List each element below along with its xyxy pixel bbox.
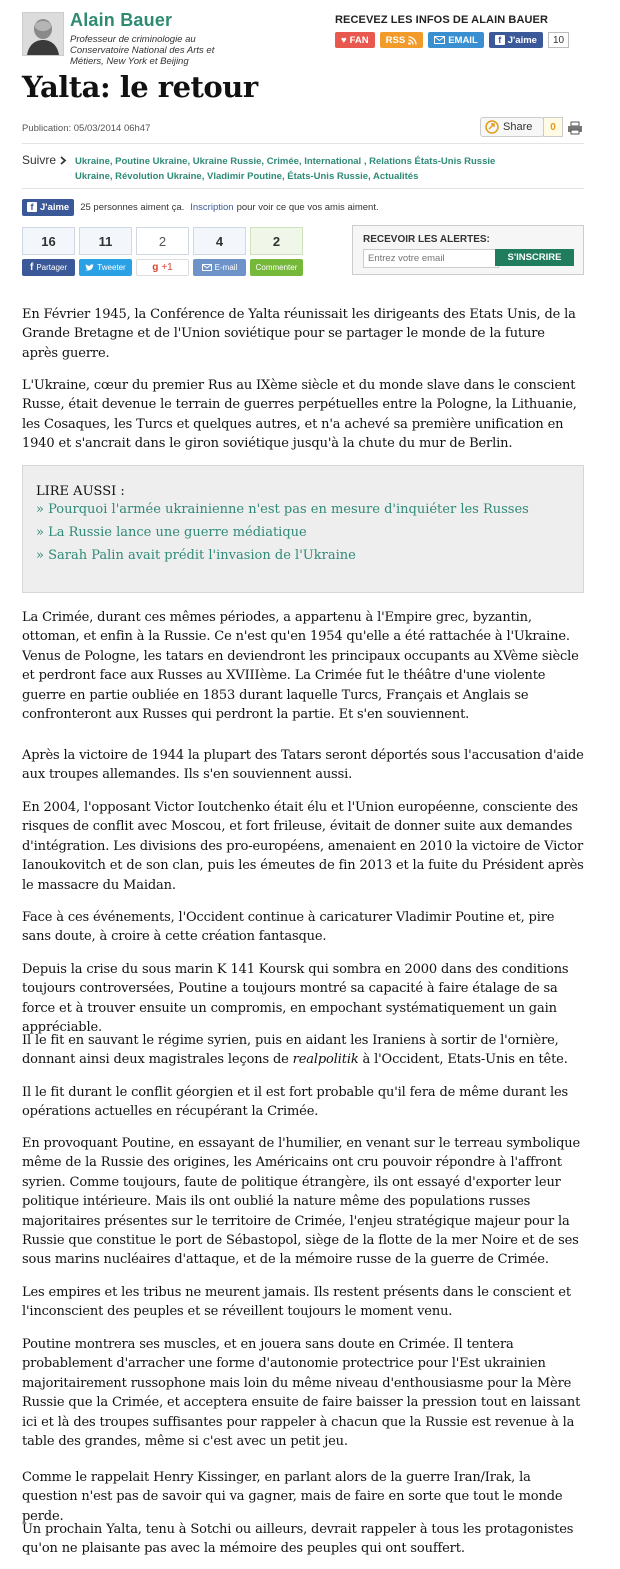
google-plus-button[interactable] <box>136 259 189 276</box>
article-paragraph: Il le fit durant le conflit géorgien et il est fort probable qu'il fera de même durant les opérations actuelles en récupérant la Crimée. <box>22 1085 569 1120</box>
tweet-label: Tweeter <box>97 263 126 272</box>
related-article-link[interactable]: » Pourquoi l'armée ukrainienne n'est pas en mesure d'inquiéter les Russes <box>36 502 529 517</box>
social-facebook <box>22 227 75 276</box>
tag-link[interactable]: Relations États-Unis Russie <box>369 156 496 167</box>
facebook-share-label: Partager <box>36 263 68 272</box>
author-portrait-icon <box>23 13 63 55</box>
fan-label: FAN <box>349 34 369 46</box>
tag-link[interactable]: International <box>304 156 362 167</box>
facebook-like-widget-label: J'aime <box>40 201 70 213</box>
tag-link[interactable]: Actualités <box>372 171 419 182</box>
share-count-email: 4 <box>193 227 246 255</box>
email-button[interactable] <box>428 32 484 48</box>
emphasis-realpolitik: realpolitik <box>292 1052 359 1068</box>
suivre-label: Suivre <box>22 153 57 167</box>
tag-link[interactable]: Ukraine <box>75 156 110 167</box>
share-count-google-plus: 2 <box>136 227 189 255</box>
envelope-icon <box>434 36 445 44</box>
lire-aussi-title: LIRE AUSSI : <box>36 484 125 499</box>
tag-link[interactable]: Crimée <box>266 156 299 167</box>
facebook-icon: f <box>495 35 505 45</box>
publication-date: Publication: 05/03/2014 06h47 <box>22 123 151 134</box>
article-paragraph: Face à ces événements, l'Occident continue à caricaturer Vladimir Poutine et, pire sans doute, à croire à cette création fantasque. <box>22 910 555 945</box>
text-segment: à l'Occident, Etats-Unis en tête. <box>358 1052 568 1068</box>
article-paragraph: En provoquant Poutine, en essayant de l'humilier, en venant sur le terreau symbolique même de la Russie des origines, les Américains ont cru pouvoir répondre à l'affront syrien. Comme toujours, faute de politique étrangère, ils ont essayé d'exporter leur politique intérieure. Mais ils ont oublié la nature même des populations russes majoritaires présentes sur le territoire de Crimée, l'enjeu stratégique majeur pour la Russie que constitue le port de Sébastopol, siège de la flotte de la mer Noire et de ses sous marins nucléaires d'attaque, et de la mémoire russe de la guerre de Crimée. <box>22 1136 581 1268</box>
chevron-right-icon <box>60 156 67 165</box>
share-count-facebook: 16 <box>22 227 75 255</box>
facebook-like-text: 25 personnes aiment ça. <box>80 201 185 213</box>
article-paragraph: En 2004, l'opposant Victor Ioutchenko était élu et l'Union européenne, consciente des risques de conflit avec Moscou, et fort frileuse, évitait de donner suite aux demandes d'intégration. Les divisions des pro-européens, amenaient en 2010 la victoire de Victor Ianoukovitch et de son clan, puis les émeutes de fin 2013 et la fuite du Président après le massacre du Maidan. <box>22 800 584 893</box>
suivre-label-block <box>22 153 67 167</box>
article-paragraph: Depuis la crise du sous marin K 141 Koursk qui sombra en 2000 dans des conditions toujours controversées, Poutine a toujours montré sa capacité à faire étalage de sa force et à trouver ensuite un compromis, en empochant systématiquement un gain appréciable. <box>22 962 569 1036</box>
facebook-signup-link[interactable]: Inscription <box>190 201 234 213</box>
facebook-like-label: J'aime <box>507 34 537 46</box>
article-paragraph: Les empires et les tribus ne meurent jamais. Ils restent présents dans le conscient et l'inconscient des peuples et se réveillent toujours le moment venu. <box>22 1285 571 1320</box>
google-plus-icon: g <box>152 262 159 273</box>
comment-count: 2 <box>250 227 303 255</box>
divider <box>22 188 584 189</box>
email-share-button[interactable] <box>193 259 246 276</box>
social-comment <box>250 227 303 276</box>
article-paragraph: En Février 1945, la Conférence de Yalta réunissait les dirigeants des Etats Unis, de la Grande Bretagne et de l'Union soviétique pour se partager le monde de la future après guerre. <box>22 307 576 361</box>
follow-buttons <box>335 31 585 49</box>
text-segment: Il le fit en sauvant le régime syrien, puis en aidant les Iraniens à sortir de l'ornière, donnant ainsi deux magistrales leçons de <box>22 1033 559 1068</box>
author-name[interactable]: Alain Bauer <box>70 10 173 30</box>
follow-block <box>335 14 585 49</box>
facebook-icon: f <box>27 202 37 212</box>
alerts-subscribe-button[interactable]: S'INSCRIRE <box>495 249 574 266</box>
share-count-twitter: 11 <box>79 227 132 255</box>
email-alerts-box <box>352 225 584 275</box>
lire-aussi-box <box>22 465 584 593</box>
divider <box>22 143 584 144</box>
follow-title: RECEVEZ LES INFOS DE ALAIN BAUER <box>335 14 549 26</box>
facebook-like-button[interactable] <box>489 32 543 48</box>
share-icon <box>485 120 499 134</box>
alerts-email-input[interactable] <box>363 249 499 268</box>
related-article-link[interactable]: » La Russie lance une guerre médiatique <box>36 525 307 540</box>
tag-link[interactable]: Vladimir Poutine <box>207 171 282 182</box>
social-google-plus <box>136 227 189 276</box>
social-email <box>193 227 246 276</box>
twitter-icon <box>85 264 94 272</box>
social-share-bar <box>22 227 303 276</box>
rss-button[interactable] <box>380 32 424 48</box>
email-share-label: E-mail <box>214 263 238 272</box>
share-count: 0 <box>543 117 563 137</box>
comment-label: Commenter <box>255 263 298 272</box>
facebook-like-text-after: pour voir ce que vos amis aiment. <box>236 201 379 213</box>
email-label: EMAIL <box>448 34 478 46</box>
facebook-icon: f <box>29 262 34 273</box>
facebook-like-widget-button[interactable] <box>22 199 74 216</box>
facebook-like-line <box>22 198 379 216</box>
tag-link[interactable]: États-Unis Russie <box>287 171 369 182</box>
article-paragraph: Un prochain Yalta, tenu à Sotchi ou ailleurs, devrait rappeler à tous les protagonistes qu'on ne plaisante pas avec la mémoire des peuples qui ont souffert. <box>22 1522 574 1557</box>
tweet-button[interactable] <box>79 259 132 276</box>
print-icon[interactable] <box>567 121 583 135</box>
related-article-link[interactable]: » Sarah Palin avait prédit l'invasion de l'Ukraine <box>36 548 356 563</box>
article-paragraph: Comme le rappelait Henry Kissinger, en parlant alors de la guerre Iran/Irak, la question n'est pas de savoir qui va gagner, mais de faire en sorte que tout le monde perde. <box>22 1470 563 1524</box>
tag-link[interactable]: Ukraine Russie <box>192 156 262 167</box>
tag-list: Ukraine, Poutine Ukraine, Ukraine Russie, Crimée, International , Relations États-Unis Russie Ukraine, Révolution Ukraine, Vladimir Poutine, États-Unis Russie, Actualités <box>75 156 496 182</box>
google-plus-label: +1 <box>161 262 173 273</box>
social-twitter <box>79 227 132 276</box>
email-icon <box>202 264 212 271</box>
author-avatar[interactable] <box>22 12 64 56</box>
article-title: Yalta: le retour <box>22 70 258 104</box>
comment-button[interactable] <box>250 259 303 276</box>
article-paragraph: La Crimée, durant ces mêmes périodes, a appartenu à l'Empire grec, byzantin, ottoman, et enfin à la Russie. Ce n'est qu'en 1954 qu'elle a été rattachée à l'Ukraine. Venus de Pologne, les tatars en deviendront les principaux occupants au XVème siècle et perdront face aux Russes au XVIIIème. La Crimée fut le théâtre d'une violente guerre en partie oubliée en 1853 durant laquelle Turcs, Français et Anglais se confronteront aux Russes qui perdront la partie. Et s'en souviennent. <box>22 610 579 723</box>
rss-icon <box>408 36 417 45</box>
article-paragraph: Poutine montrera ses muscles, et en jouera sans doute en Crimée. Il tentera probablement d'arracher une forme d'autonomie protectrice pour l'Est ukrainien majoritairement russophone mais loin du même niveau d'enthousiasme pour la Mère Russie que la Crimée, et acceptera ensuite de faire baisser la pression tout en laissant ici et là des troupes suffisantes pour rappeler à chacun que la Russie est revenue à la table des grandes, même si c'est avec un petit jeu. <box>22 1337 581 1450</box>
heart-icon: ♥ <box>341 34 347 46</box>
facebook-like-count: 10 <box>548 32 569 48</box>
rss-label: RSS <box>385 34 406 46</box>
tag-link[interactable]: Poutine Ukraine <box>115 156 188 167</box>
article-paragraph-realpolitik <box>22 1031 584 1070</box>
alerts-title: RECEVOIR LES ALERTES: <box>363 234 490 245</box>
tag-link[interactable]: Révolution Ukraine <box>115 171 202 182</box>
fan-button[interactable] <box>335 32 375 48</box>
share-label: Share <box>503 121 533 133</box>
tag-link[interactable]: Ukraine <box>75 171 110 182</box>
article-paragraph: L'Ukraine, cœur du premier Rus au IXème siècle et du monde slave dans le conscient Russe, était devenue le terrain de guerres perpétuelles entre la Pologne, la Lithuanie, les Cosaques, les Turcs et quelques autres, et n'a achevé sa première unification en 1940 et s'ancrait dans le giron soviétique jusqu'à la chute du mur de Berlin. <box>22 378 577 452</box>
share-button[interactable] <box>480 117 544 137</box>
author-block <box>22 10 342 67</box>
article-paragraph: Après la victoire de 1944 la plupart des Tatars seront déportés sous l'accusation d'aide aux troupes allemandes. Ils s'en souviennent aussi. <box>22 748 584 783</box>
author-description: Professeur de criminologie au Conservatoire National des Arts et Métiers, New York et Beijing <box>70 34 215 67</box>
facebook-share-button[interactable] <box>22 259 75 276</box>
